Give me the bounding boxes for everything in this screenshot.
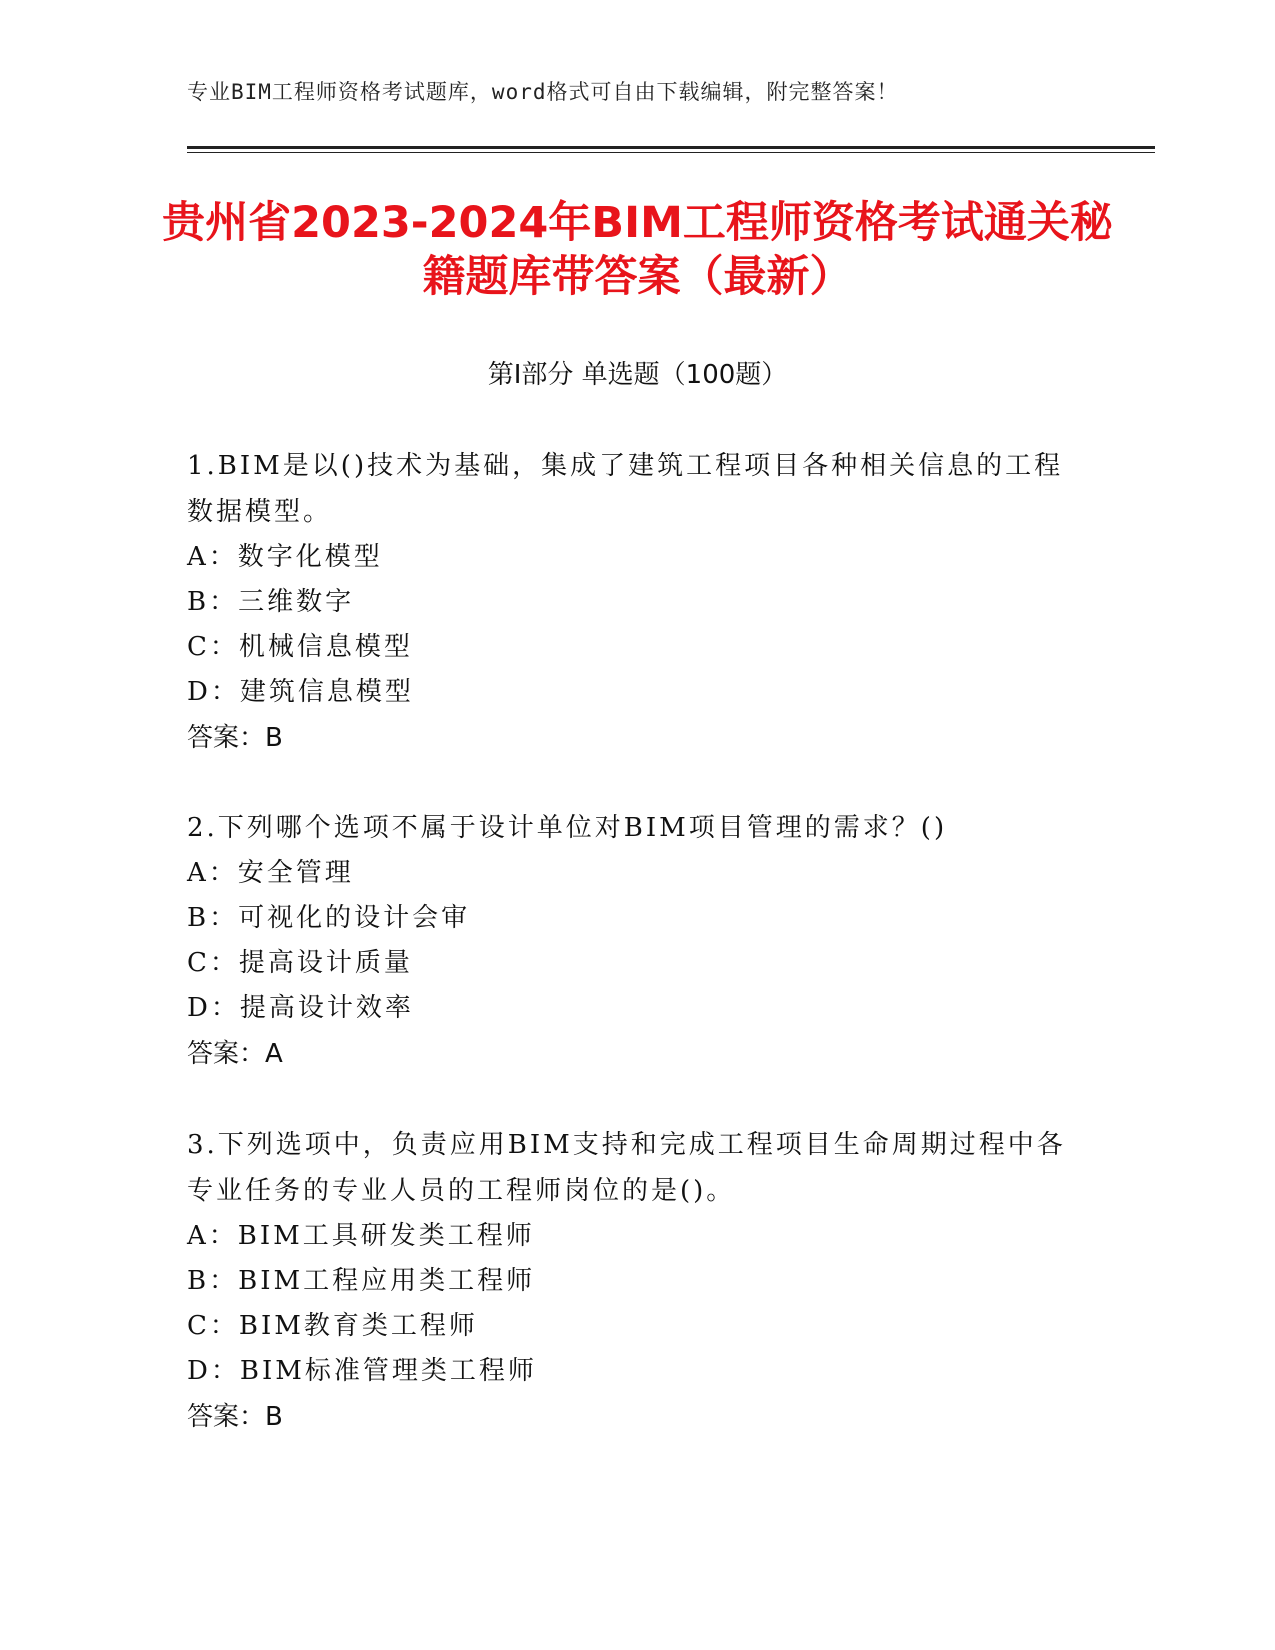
option-a: A：数字化模型 xyxy=(187,542,383,572)
question-3 xyxy=(187,1122,1087,1440)
answer: 答案：A xyxy=(187,1039,283,1069)
question-text: 1.BIM是以()技术为基础，集成了建筑工程项目各种相关信息的工程数据模型。 xyxy=(187,451,1064,527)
option-c: C：提高设计质量 xyxy=(187,948,413,978)
option-d: D：提高设计效率 xyxy=(187,993,414,1023)
option-a: A：BIM工具研发类工程师 xyxy=(187,1221,535,1251)
option-c: C：BIM教育类工程师 xyxy=(187,1311,478,1341)
option-d: D：BIM标准管理类工程师 xyxy=(187,1356,537,1386)
option-b: B：BIM工程应用类工程师 xyxy=(187,1266,536,1296)
document-title: 贵州省2023-2024年BIM工程师资格考试通关秘籍题库带答案（最新） xyxy=(162,198,1113,302)
answer: 答案：B xyxy=(187,723,283,753)
question-2 xyxy=(187,805,1087,1077)
header-divider-thick xyxy=(187,146,1155,149)
question-text: 2.下列哪个选项不属于设计单位对BIM项目管理的需求？() xyxy=(187,813,948,843)
question-1 xyxy=(187,443,1087,761)
option-c: C：机械信息模型 xyxy=(187,632,413,662)
option-b: B：可视化的设计会审 xyxy=(187,903,471,933)
header-note: 专业BIM工程师资格考试题库，word格式可自由下载编辑，附完整答案！ xyxy=(187,80,899,104)
option-a: A：安全管理 xyxy=(187,858,354,888)
header-divider-thin xyxy=(187,152,1155,153)
option-b: B：三维数字 xyxy=(187,587,355,617)
option-d: D：建筑信息模型 xyxy=(187,677,414,707)
section-title: 第Ⅰ部分 单选题（100题） xyxy=(487,360,788,390)
question-text: 3.下列选项中，负责应用BIM支持和完成工程项目生命周期过程中各专业任务的专业人员的工程师岗位的是()。 xyxy=(187,1130,1066,1206)
answer: 答案：B xyxy=(187,1402,283,1432)
